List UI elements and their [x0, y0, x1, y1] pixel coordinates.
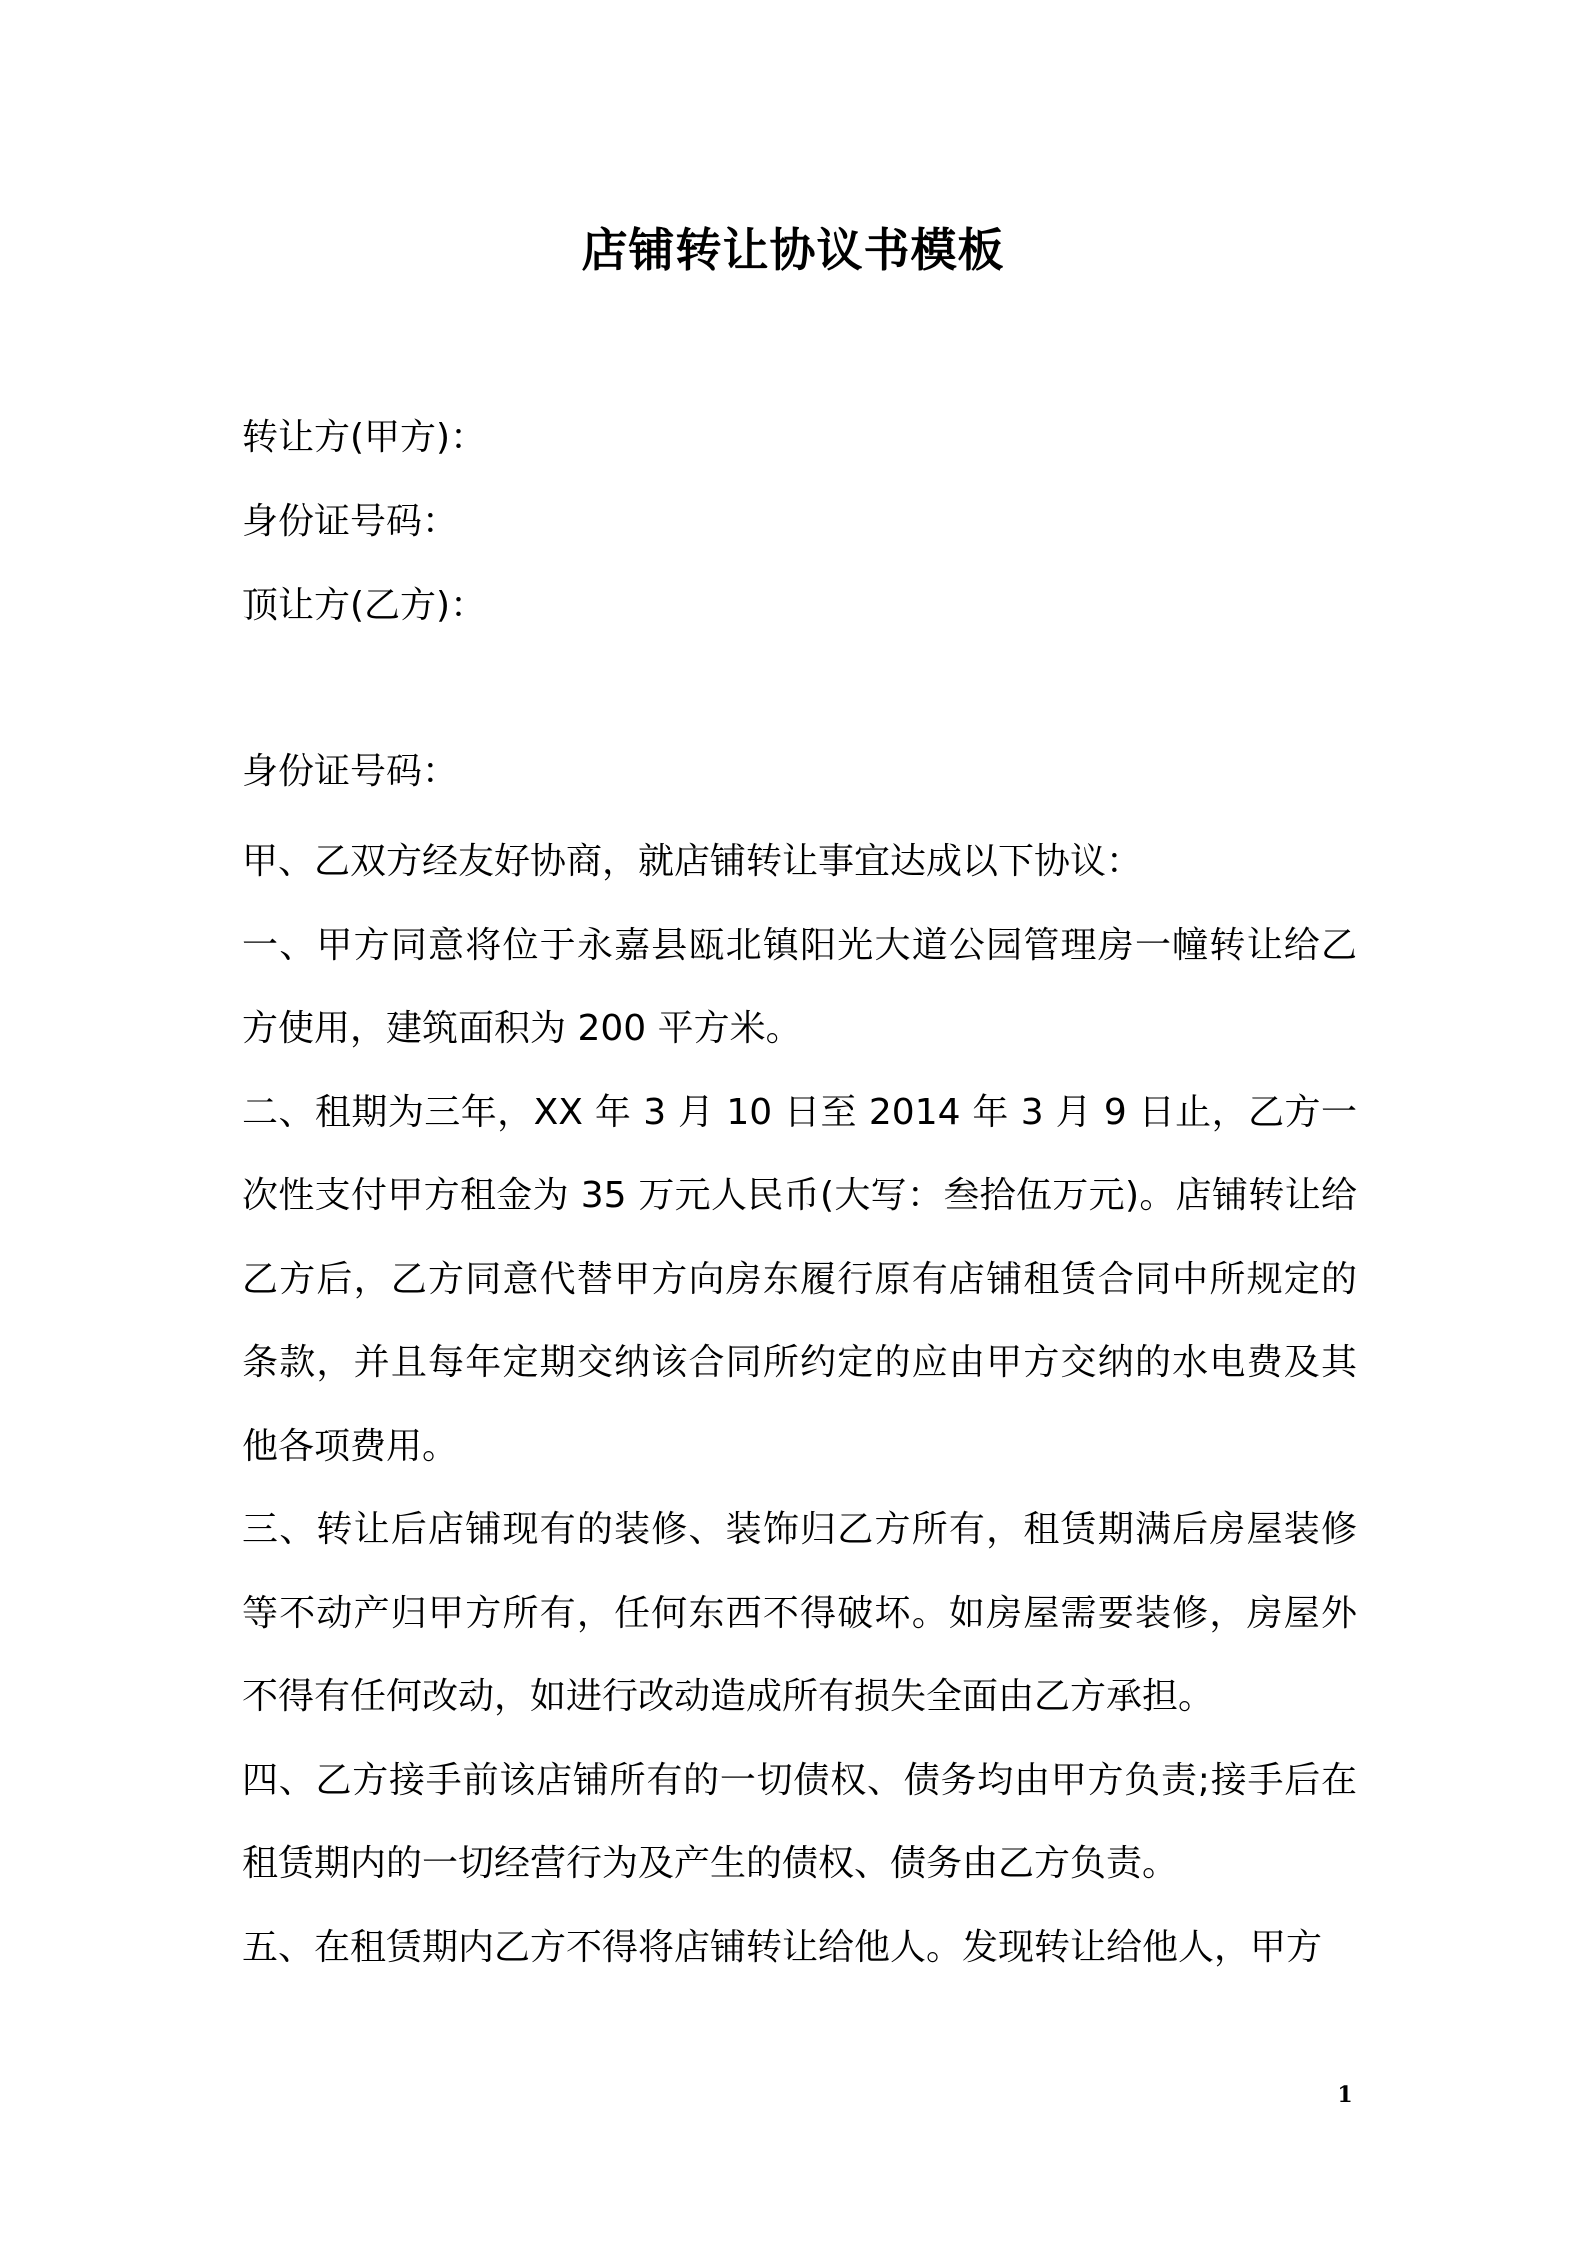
transferor-field: 转让方(甲方)： [242, 417, 487, 458]
clause-3-paragraph: 三、转让后店铺现有的装修、装饰归乙方所有，租赁期满后房屋装修等不动产归甲方所有，任何东西不得破坏。如房屋需要装修，房屋外不得有任何改动，如进行改动造成所有损失全面由乙方承担。 [242, 1509, 1357, 1717]
document-title: 店铺转让协议书模板 [581, 223, 1005, 277]
clause-4-paragraph: 四、乙方接手前该店铺所有的一切债权、债务均由甲方负责;接手后在租赁期内的一切经营行为及产生的债权、债务由乙方负责。 [242, 1759, 1357, 1884]
clause-5-paragraph: 五、在租赁期内乙方不得将店铺转让给他人。发现转让给他人，甲方 [242, 1926, 1323, 1968]
intro-paragraph: 甲、乙双方经友好协商，就店铺转让事宜达成以下协议： [242, 841, 1143, 882]
transferor-id-field: 身份证号码： [242, 501, 459, 542]
clause-2-paragraph: 二、租期为三年，XX 年 3 月 10 日至 2014 年 3 月 9 日止，乙方一次性支付甲方租金为 35 万元人民币(大写：叁拾伍万元)。店铺转让给乙方后，乙方同意代替甲方向房东履行原有店铺租赁合同中所规定的条款，并且每年定期交纳该合同所约定的应由甲方交纳的水电费及其他各项费用。 [242, 1091, 1357, 1467]
transferee-id-field: 身份证号码： [242, 751, 459, 792]
agreement-body [242, 820, 1357, 1989]
transferee-field: 顶让方(乙方)： [242, 585, 487, 626]
page-number: 1 [1337, 2082, 1353, 2108]
clause-1-paragraph: 一、甲方同意将位于永嘉县瓯北镇阳光大道公园管理房一幢转让给乙方使用，建筑面积为 200 平方米。 [242, 924, 1357, 1049]
